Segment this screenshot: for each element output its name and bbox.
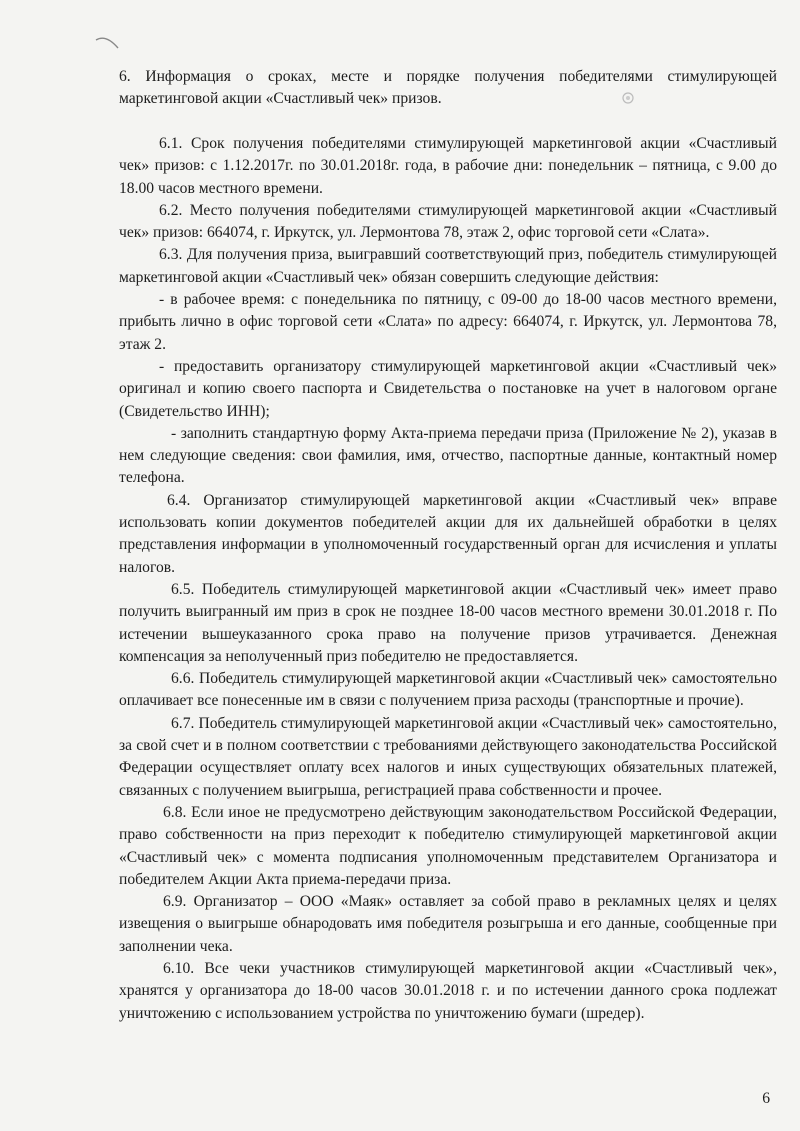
scan-corner-mark (94, 34, 124, 54)
paragraph-6-4: 6.4. Организатор стимулирующей маркетинговой акции «Счастливый чек» вправе использовать копии документов победителей акции для их дальнейшей обработки в целях представления информации в уполномоченный государственный орган для исчисления и уплаты налогов. (119, 491, 777, 576)
paragraph-6-8: 6.8. Если иное не предусмотрено действующим законодательством Российской Федерации, право собственности на приз переходит к победителю стимулирующей маркетинговой акции «Счастливый чек» с момента подписания уполномоченным представителем Организатора и победителем Акции Акта приема-передачи приза. (119, 803, 777, 888)
paragraph-6-3-item-1: - в рабочее время: с понедельника по пятницу, с 09-00 до 18-00 часов местного времени, прибыть лично в офис торговой сети «Слата» по адресу: 664074, г. Иркутск, ул. Лермонтова 78, этаж 2. (119, 291, 777, 353)
paragraph-6-1: 6.1. Срок получения победителями стимулирующей маркетинговой акции «Счастливый чек» призов: с 1.12.2017г. по 30.01.2018г. года, в рабочие дни: понедельник – пятница, с 9.00 до 18.00 часов местного времени. (119, 135, 777, 197)
paragraph-6-7: 6.7. Победитель стимулирующей маркетинговой акции «Счастливый чек» самостоятельно, за свой счет и в полном соответствии с требованиями действующего законодательства Российской Федерации осуществляет оплату всех налогов и иных существующих обязательных платежей, связанных с получением выигрыша, регистрацией права собственности и прочее. (119, 714, 777, 799)
paragraph-6-3-item-3: - заполнить стандартную форму Акта-приема передачи приза (Приложение № 2), указав в нем следующие сведения: свои фамилия, имя, отчество, паспортные данные, контактный номер телефона. (119, 424, 777, 487)
paragraph-6-2: 6.2. Место получения победителями стимулирующей маркетинговой акции «Счастливый чек» призов: 664074, г. Иркутск, ул. Лермонтова 78, этаж 2, офис торговой сети «Слата». (119, 201, 777, 242)
paragraph-6-3-item-2: - предоставить организатору стимулирующей маркетинговой акции «Счастливый чек» оригинал и копию своего паспорта и Свидетельства о постановке на учет в налоговом органе (Свидетельство ИНН); (119, 357, 777, 420)
paragraph-6-10: 6.10. Все чеки участников стимулирующей маркетинговой акции «Счастливый чек», хранятся у организатора до 18-00 часов 30.01.2018 г. и по истечении данного срока подлежат уничтожению с использованием устройства по уничтожению бумаги (шредер). (119, 959, 777, 1022)
paragraph-6-3: 6.3. Для получения приза, выигравший соответствующий приз, победитель стимулирующей маркетинговой акции «Счастливый чек» обязан совершить следующие действия: (119, 246, 777, 286)
page-number: 6 (762, 1090, 770, 1107)
section-heading: 6. Информация о сроках, месте и порядке получения победителями стимулирующей маркетинговой акции «Счастливый чек» призов. (119, 68, 777, 108)
paragraph-6-6: 6.6. Победитель стимулирующей маркетинговой акции «Счастливый чек» самостоятельно оплачивает все понесенные им в связи с получением приза расходы (транспортные и прочие). (119, 670, 777, 710)
paragraph-6-9: 6.9. Организатор – ООО «Маяк» оставляет за собой право в рекламных целях и целях извещения о выигрыше обнародовать имя победителя розыгрыша и его данные, сообщенные при заполнении чека. (119, 893, 777, 955)
paragraph-6-5: 6.5. Победитель стимулирующей маркетинговой акции «Счастливый чек» имеет право получить выигранный им приз в срок не позднее 18-00 часов местного времени 30.01.2018 г. По истечении вышеуказанного срока право на получение призов утрачивается. Денежная компенсация за неполученный приз победителю не предоставляется. (119, 580, 777, 665)
document-body (119, 133, 777, 1025)
